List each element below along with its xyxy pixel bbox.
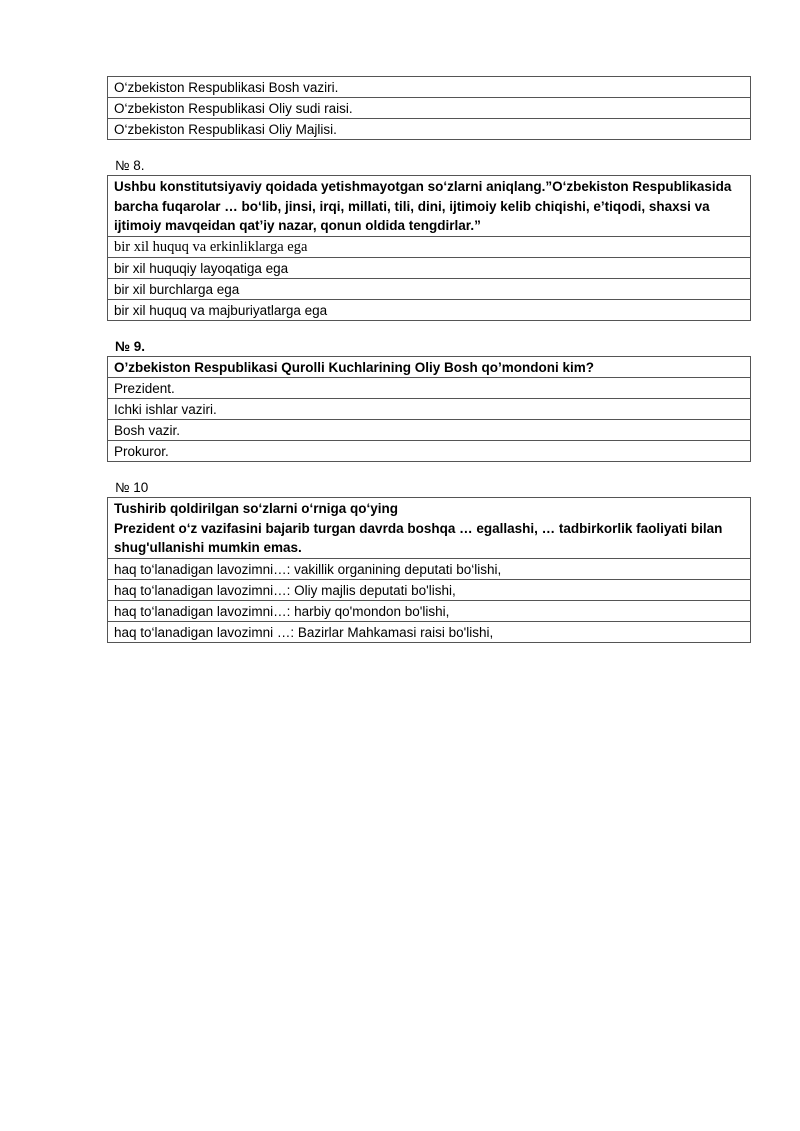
answer-option: Prokuror.: [108, 441, 751, 462]
answer-option: Ichki ishlar vaziri.: [108, 399, 751, 420]
question-text: Ushbu konstitutsiyaviy qoidada yetishmayotgan so‘zlarni aniqlang.”O‘zbekiston Respublikasida barcha fuqarolar … bo‘lib, jinsi, irqi, millati, tili, dini, ijtimoiy kelib chiqishi, e’tiqodi, shaxsi va ijtimoiy mavqeidan qat’iy nazar, qonun oldida tengdirlar.”: [108, 176, 751, 237]
table-row: [108, 98, 751, 119]
answer-option: O‘zbekiston Respublikasi Bosh vaziri.: [108, 77, 751, 98]
question-9-table: [107, 356, 751, 463]
answer-option: bir xil burchlarga ega: [108, 278, 751, 299]
question-number-9: № 9.: [115, 338, 146, 354]
question-8-table: [107, 175, 751, 321]
question-10-table: [107, 497, 751, 643]
table-row: [108, 299, 751, 320]
answer-option: bir xil huquqiy layoqatiga ega: [108, 257, 751, 278]
document-page: [107, 76, 751, 643]
table-row: [108, 600, 751, 621]
table-row: [108, 558, 751, 579]
answer-option: Bosh vazir.: [108, 420, 751, 441]
table-row: [108, 378, 751, 399]
question-text: [108, 498, 751, 559]
answer-option: bir xil huquq va majburiyatlarga ega: [108, 299, 751, 320]
answer-option: O‘zbekiston Respublikasi Oliy Majlisi.: [108, 119, 751, 140]
question-7-table: [107, 76, 751, 140]
table-row: [108, 621, 751, 642]
question-number-8: № 8.: [115, 158, 145, 173]
answer-option: haq to‘lanadigan lavozimni …: Bazirlar Mahkamasi raisi bo'lishi,: [108, 621, 751, 642]
table-row: [108, 257, 751, 278]
question-text: O’zbekiston Respublikasi Qurolli Kuchlarining Oliy Bosh qo’mondoni kim?: [108, 356, 751, 378]
table-row: [108, 356, 751, 378]
table-row: [108, 119, 751, 140]
table-row: [108, 176, 751, 237]
answer-option: Prezident.: [108, 378, 751, 399]
question-instruction: Tushirib qoldirilgan so‘zlarni o‘rniga qo‘ying: [114, 501, 399, 516]
table-row: [108, 498, 751, 559]
table-row: [108, 579, 751, 600]
answer-option: haq to‘lanadigan lavozimni…: Oliy majlis deputati bo'lishi,: [108, 579, 751, 600]
table-row: [108, 420, 751, 441]
question-number-10: № 10: [115, 480, 149, 495]
table-row: [108, 77, 751, 98]
answer-option: haq to‘lanadigan lavozimni…: harbiy qo'mondon bo'lishi,: [108, 600, 751, 621]
answer-option: bir xil huquq va erkinliklarga ega: [108, 236, 751, 257]
table-row: [108, 399, 751, 420]
question-statement: Prezident o‘z vazifasini bajarib turgan davrda boshqa … egallashi, … tadbirkorlik faoliyati bilan shug'ullanishi mumkin emas.: [114, 520, 723, 555]
table-row: [108, 278, 751, 299]
answer-option: haq to‘lanadigan lavozimni…: vakillik organining deputati bo‘lishi,: [108, 558, 751, 579]
answer-option: O‘zbekiston Respublikasi Oliy sudi raisi.: [108, 98, 751, 119]
table-row: [108, 236, 751, 257]
table-row: [108, 441, 751, 462]
